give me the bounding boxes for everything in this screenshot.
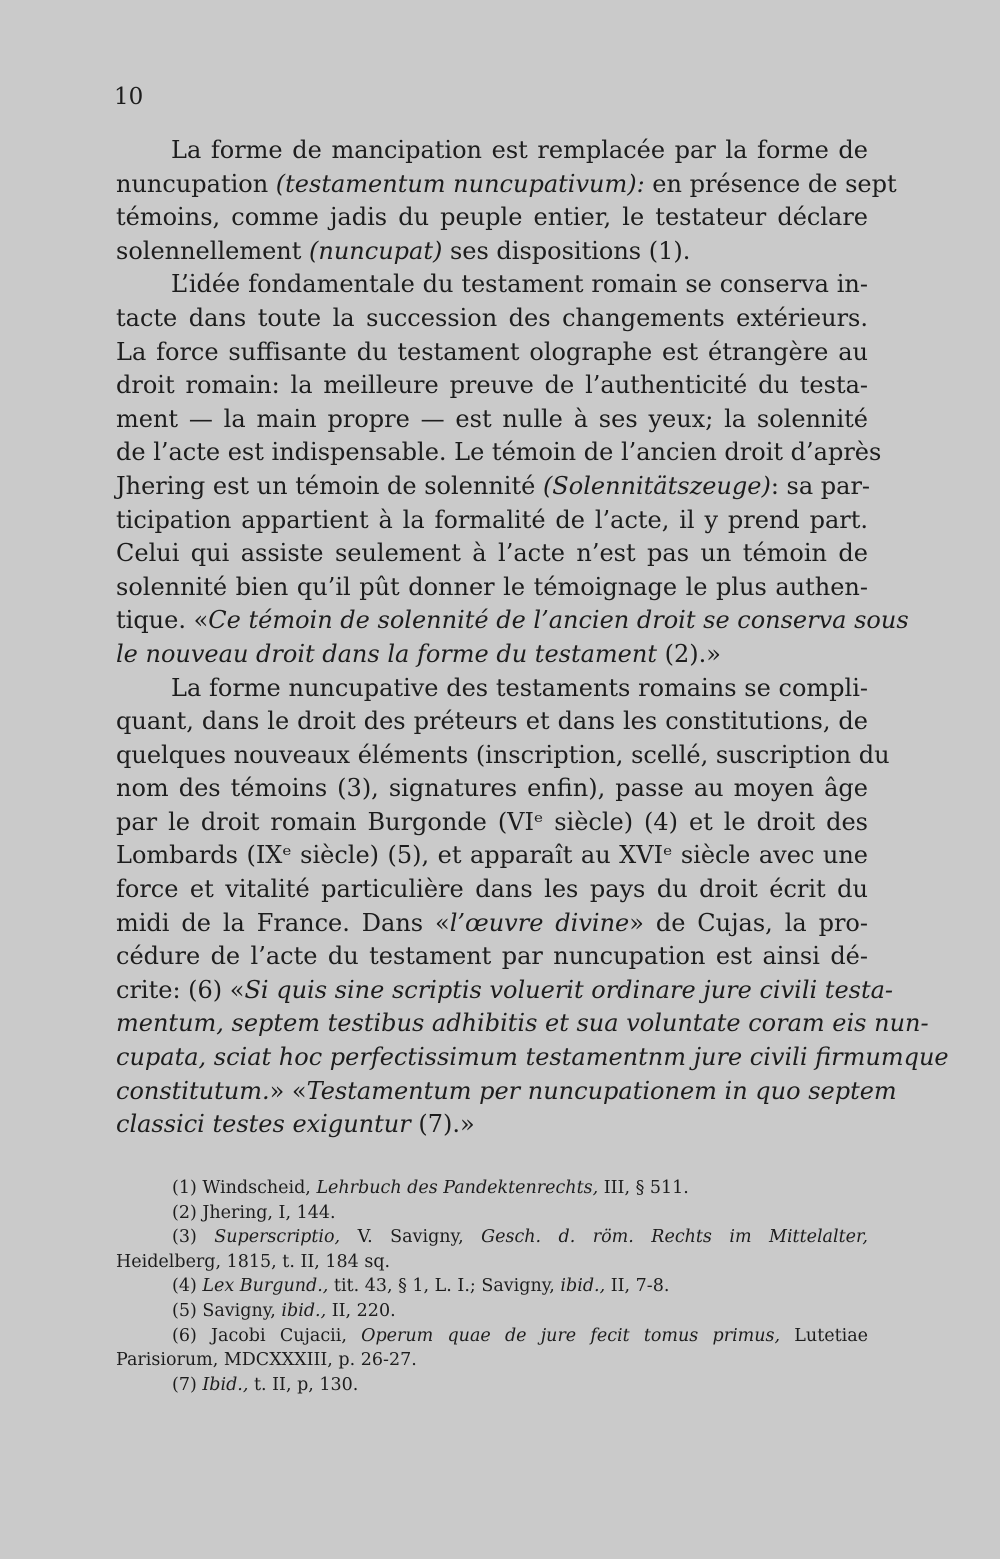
body-text: nom des témoins (3), signatures enfin), passe au moyen âge — [116, 774, 868, 803]
body-text: L’idée fondamentale du testament romain se conserva in- — [171, 270, 868, 299]
footnote-text: II, 220. — [326, 1300, 396, 1321]
footnote-italic-text: Ibid., — [202, 1374, 249, 1395]
body-line — [116, 772, 868, 806]
footnote-line — [116, 1176, 868, 1201]
body-italic-text: Ce témoin de solennité de l’ancien droit se conserva sous — [208, 606, 909, 635]
footnote-text: III, § 511. — [598, 1178, 689, 1198]
body-line — [116, 134, 868, 168]
body-italic-text: (Solennitätszeuge) — [542, 471, 771, 500]
body-text: Celui qui assiste seulement à l’acte n’est pas un témoin de — [116, 539, 868, 568]
body-line — [116, 336, 868, 370]
body-line — [116, 235, 868, 269]
body-line — [116, 504, 868, 538]
body-text: solennité bien qu’il pût donner le témoignage le plus authen- — [116, 572, 868, 601]
body-line — [116, 638, 868, 672]
body-text: (2).» — [656, 639, 721, 668]
footnotes — [116, 1176, 868, 1397]
body-text: crite: (6) « — [116, 975, 245, 1004]
body-text: quant, dans le droit des préteurs et dans les constitutions, de — [116, 707, 868, 736]
body-text: solennellement — [116, 236, 310, 265]
footnote-line — [116, 1373, 868, 1398]
footnote-line — [116, 1225, 868, 1250]
body-line — [116, 403, 868, 437]
body-text: droit romain: la meilleure preuve de l’authenticité du testa- — [116, 371, 868, 400]
body-italic-text: le nouveau droit dans la forme du testament — [116, 639, 657, 668]
body-text: en présence de sept — [644, 169, 897, 198]
body-italic-text: (nuncupat) — [309, 236, 443, 265]
body-line — [116, 168, 897, 202]
body-text: » « — [269, 1076, 307, 1105]
footnote-text: (5) Savigny, — [172, 1300, 282, 1321]
footnote-line — [116, 1274, 868, 1299]
footnote-line — [116, 1299, 868, 1324]
footnote-text: Lutetiae — [780, 1325, 868, 1346]
footnote-italic-text: Lehrbuch des Pandektenrechts, — [316, 1178, 599, 1198]
footnote-text: tit. 43, § 1, L. I.; Savigny, — [328, 1276, 561, 1297]
footnote-text: Parisiorum, MDCXXXIII, p. 26-27. — [116, 1350, 417, 1371]
body-text: La force suffisante du testament olographe est étrangère au — [116, 337, 868, 366]
body-text: tacte dans toute la succession des changements extérieurs. — [116, 303, 868, 332]
body-text: Lombards (IXᵉ siècle) (5), et apparaît au XVIᵉ siècle avec une — [116, 841, 868, 870]
body-italic-text: Si quis sine scriptis voluerit ordinare jure civili testa- — [244, 975, 894, 1004]
footnote-text: (6) Jacobi Cujacii, — [172, 1325, 362, 1346]
body-text: La forme de mancipation est remplacée par la forme de — [171, 136, 868, 164]
body-italic-text: Testamentum per nuncupationem in quo septem — [306, 1076, 897, 1105]
body-text: force et vitalité particulière dans les pays du droit écrit du — [116, 875, 868, 904]
body-line — [116, 268, 868, 302]
footnote-text: (7) — [172, 1374, 203, 1395]
body-italic-text: l’œuvre divine — [449, 908, 630, 937]
body-line — [116, 806, 868, 840]
footnote-line — [116, 1201, 868, 1226]
footnote-text: V. Savigny, — [340, 1227, 482, 1248]
body-line — [116, 604, 909, 638]
body-line — [116, 739, 890, 773]
body-text: La forme nuncupative des testaments romains se compli- — [171, 673, 868, 702]
body-text: midi de la France. Dans « — [116, 908, 450, 937]
body-text: cédure de l’acte du testament par nuncupation est ainsi dé- — [116, 942, 868, 971]
body-line — [116, 974, 894, 1008]
body-line — [116, 302, 868, 336]
footnote-line — [116, 1324, 868, 1349]
footnote-italic-text: Superscriptio, — [214, 1227, 341, 1248]
body-line — [116, 1075, 897, 1109]
body-text: tique. « — [116, 606, 209, 635]
footnote-italic-text: ibid., — [560, 1276, 606, 1297]
body-text: ses dispositions (1). — [442, 236, 691, 265]
footnote-italic-text: Operum quae de jure fecit tomus primus, — [361, 1325, 781, 1346]
footnote-text: (4) — [172, 1276, 203, 1297]
page-number: 10 — [114, 84, 144, 110]
footnote-text: II, 7-8. — [605, 1276, 670, 1297]
body-line — [116, 436, 882, 470]
footnote-text: (1) Windscheid, — [172, 1178, 317, 1198]
body-line — [116, 873, 868, 907]
body-italic-text: (testamentum nuncupativum): — [275, 169, 645, 198]
footnote-text: (2) Jhering, I, 144. — [172, 1202, 336, 1223]
body-text: » de Cujas, la pro- — [629, 908, 868, 937]
footnote-italic-text: ibid., — [281, 1300, 327, 1321]
body-line — [116, 705, 868, 739]
body-text: ment — la main propre — est nulle à ses yeux; la solennité — [116, 404, 868, 433]
footnote-line — [116, 1348, 868, 1373]
body-line — [116, 839, 868, 873]
body-italic-text: constitutum. — [116, 1076, 270, 1105]
body-text: de l’acte est indispensable. Le témoin de l’ancien droit d’après — [116, 438, 882, 467]
body-line — [116, 470, 871, 504]
body-text: (7).» — [410, 1110, 475, 1139]
body-text — [116, 134, 949, 1142]
body-line — [116, 672, 868, 706]
footnote-text: t. II, p, 130. — [248, 1374, 359, 1395]
body-text: témoins, comme jadis du peuple entier, le testateur déclare — [116, 203, 868, 232]
footnote-italic-text: Gesch. d. röm. Rechts im Mittelalter, — [481, 1227, 868, 1248]
body-italic-text: cupata, sciat hoc perfectissimum testamentnm jure civili firmumque — [116, 1043, 949, 1072]
body-line — [116, 1041, 949, 1075]
footnote-italic-text: Lex Burgund., — [202, 1276, 329, 1297]
body-text: par le droit romain Burgonde (VIᵉ siècle) (4) et le droit des — [116, 807, 868, 836]
body-line — [116, 369, 868, 403]
body-text: Jhering est un témoin de solennité — [116, 471, 543, 500]
body-italic-text: mentum, septem testibus adhibitis et sua voluntate coram eis nun- — [116, 1009, 929, 1038]
body-text: ticipation appartient à la formalité de l’acte, il y prend part. — [116, 505, 868, 534]
body-line — [116, 537, 868, 571]
body-line — [116, 571, 868, 605]
footnote-text: (3) — [172, 1227, 215, 1248]
body-text: quelques nouveaux éléments (inscription, scellé, suscription du — [116, 740, 890, 769]
body-line — [116, 907, 868, 941]
body-line — [116, 201, 868, 235]
body-line — [116, 1108, 868, 1142]
footnote-text: Heidelberg, 1815, t. II, 184 sq. — [116, 1251, 391, 1272]
body-text: : sa par- — [770, 471, 871, 500]
body-italic-text: classici testes exiguntur — [116, 1110, 411, 1139]
body-text: nuncupation — [116, 169, 276, 198]
body-line — [116, 940, 868, 974]
body-line — [116, 1007, 929, 1041]
footnote-line — [116, 1250, 868, 1275]
